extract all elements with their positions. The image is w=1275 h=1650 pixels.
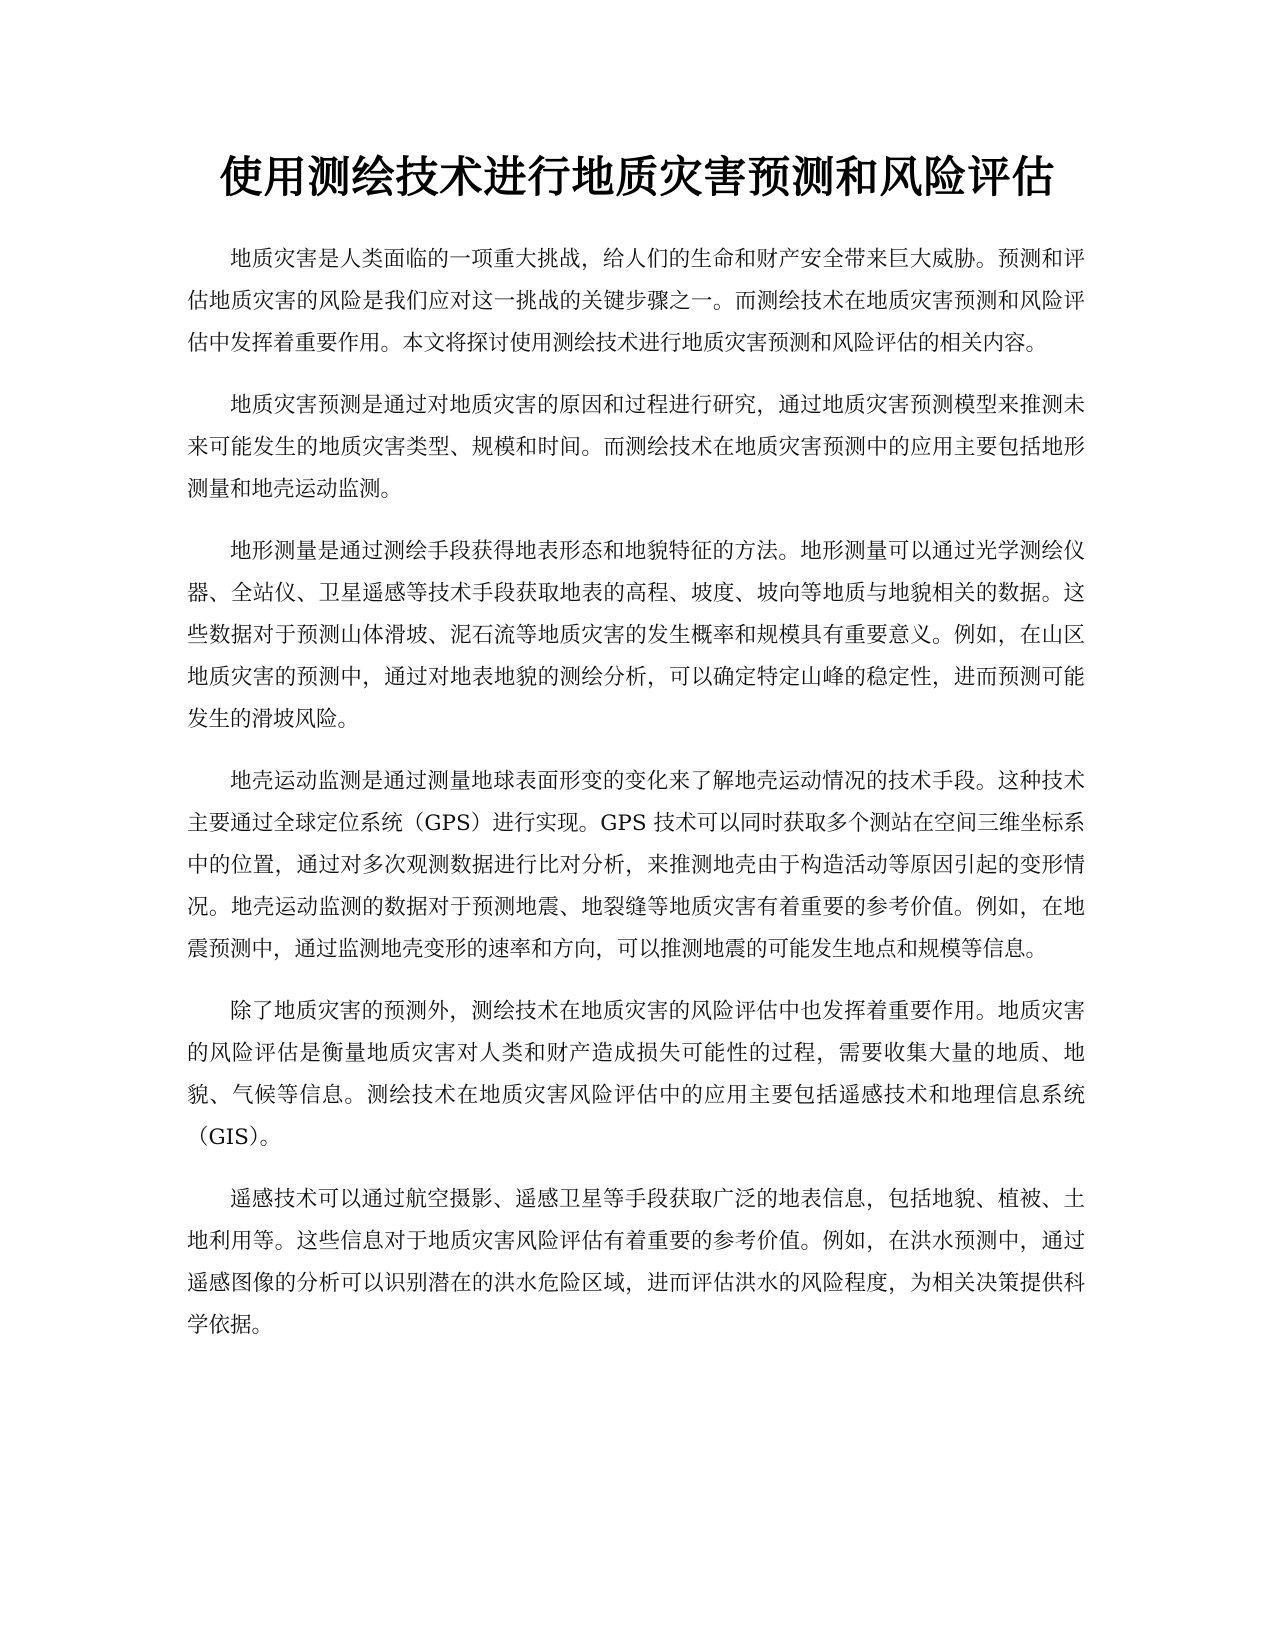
paragraph-intro: 地质灾害是人类面临的一项重大挑战，给人们的生命和财产安全带来巨大威胁。预测和评估地质灾害的风险是我们应对这一挑战的关键步骤之一。而测绘技术在地质灾害预测和风险评估中发挥着重要作用。本文将探讨使用测绘技术进行地质灾害预测和风险评估的相关内容。 [187, 247, 1085, 356]
paragraph-terrain-survey: 地形测量是通过测绘手段获得地表形态和地貌特征的方法。地形测量可以通过光学测绘仪器、全站仪、卫星遥感等技术手段获取地表的高程、坡度、坡向等地质与地貌相关的数据。这些数据对于预测山体滑坡、泥石流等地质灾害的发生概率和规模具有重要意义。例如，在山区地质灾害的预测中，通过对地表地貌的测绘分析，可以确定特定山峰的稳定性，进而预测可能发生的滑坡风险。 [187, 539, 1085, 732]
document-title: 使用测绘技术进行地质灾害预测和风险评估 [219, 153, 1056, 203]
paragraph-prediction: 地质灾害预测是通过对地质灾害的原因和过程进行研究，通过地质灾害预测模型来推测未来可能发生的地质灾害类型、规模和时间。而测绘技术在地质灾害预测中的应用主要包括地形测量和地壳运动监测。 [187, 393, 1085, 502]
paragraph-remote-sensing: 遥感技术可以通过航空摄影、遥感卫星等手段获取广泛的地表信息，包括地貌、植被、土地利用等。这些信息对于地质灾害风险评估有着重要的参考价值。例如，在洪水预测中，通过遥感图像的分析可以识别潜在的洪水危险区域，进而评估洪水的风险程度，为相关决策提供科学依据。 [187, 1187, 1085, 1338]
document-body [187, 239, 1085, 1367]
paragraph-risk-assessment: 除了地质灾害的预测外，测绘技术在地质灾害的风险评估中也发挥着重要作用。地质灾害的风险评估是衡量地质灾害对人类和财产造成损失可能性的过程，需要收集大量的地质、地貌、气候等信息。测绘技术在地质灾害风险评估中的应用主要包括遥感技术和地理信息系统（GIS）。 [187, 999, 1085, 1150]
paragraph-crust-monitoring: 地壳运动监测是通过测量地球表面形变的变化来了解地壳运动情况的技术手段。这种技术主要通过全球定位系统（GPS）进行实现。GPS 技术可以同时获取多个测站在空间三维坐标系中的位置，通过对多次观测数据进行比对分析，来推测地壳由于构造活动等原因引起的变形情况。地壳运动监测的数据对于预测地震、地裂缝等地质灾害有着重要的参考价值。例如，在地震预测中，通过监测地壳变形的速率和方向，可以推测地震的可能发生地点和规模等信息。 [187, 769, 1085, 962]
